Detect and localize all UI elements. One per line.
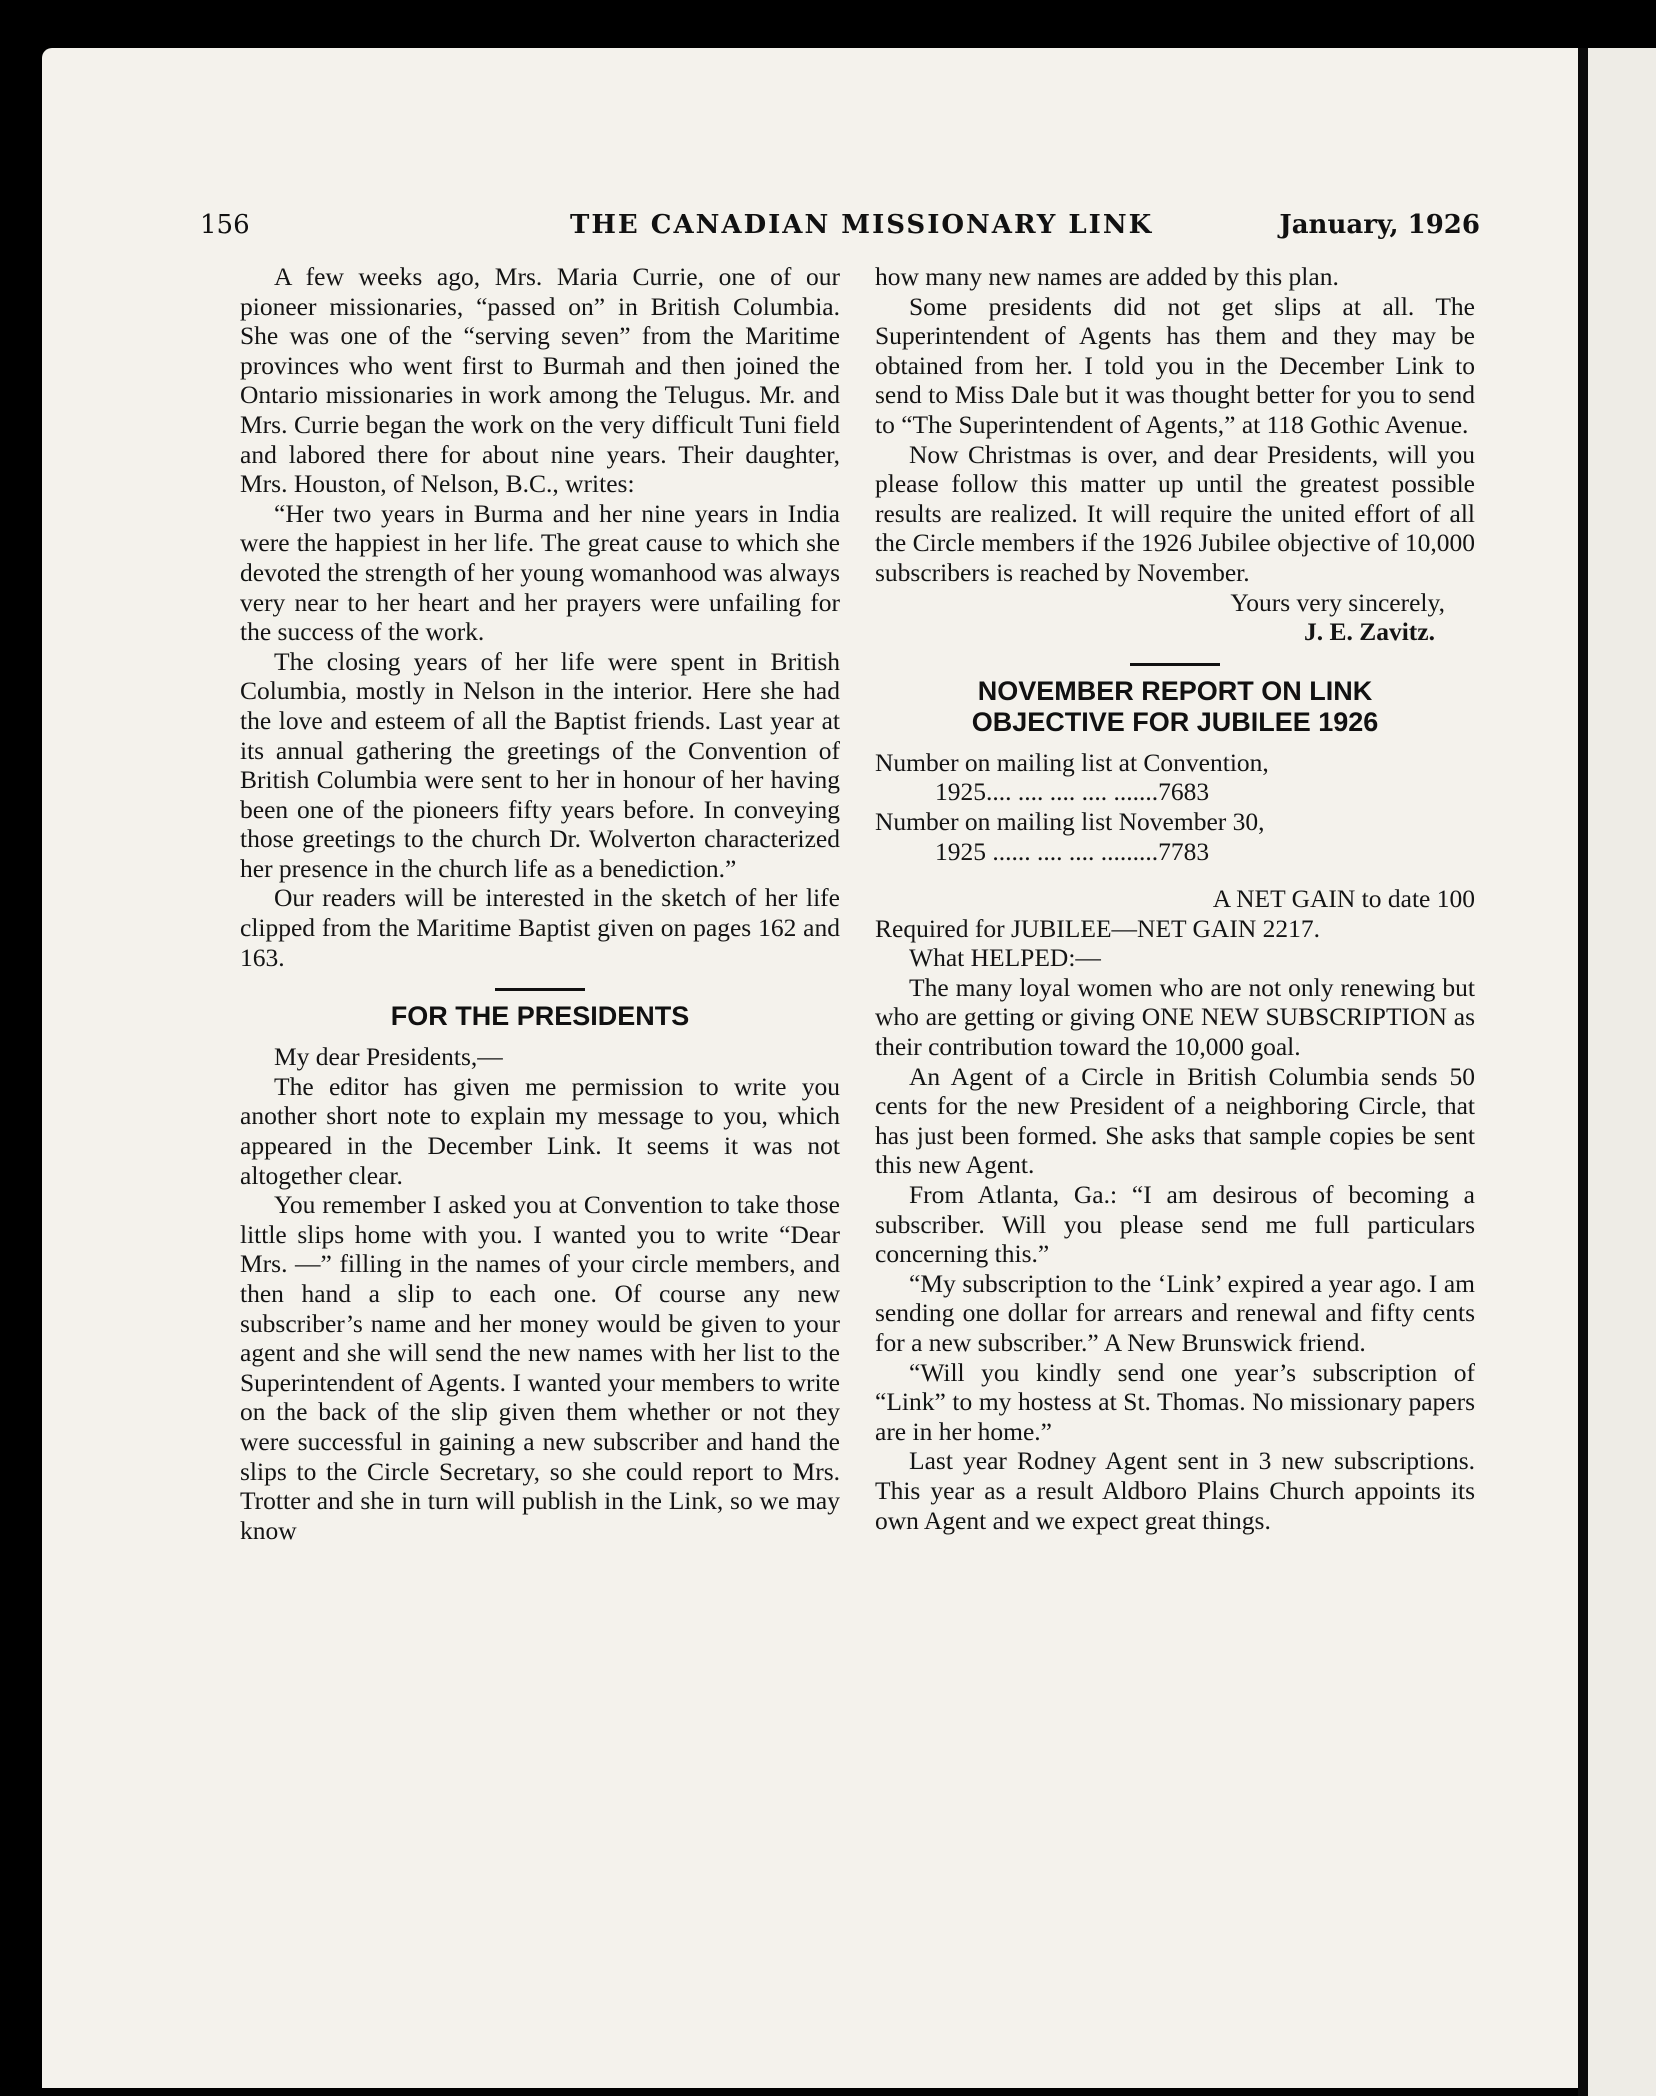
section-divider [1130,663,1220,666]
required-gain: Required for JUBILEE—NET GAIN 2217. [875,913,1320,943]
paragraph: You remember I asked you at Convention to take those little slips home with you. I wanted you to write “Dear Mrs. —” filling in the names of your circle members, and then hand a slip to each one. Of course any new subscriber’s name and her money would be given to your agent and she will send the new names with her list to the Superintendent of Agents. I wanted your members to write on the back of the slip given them whether or not they were successful in gaining a new subscriber and hand the slips to the Circle Secretary, so she could report to Mrs. Trotter and she in turn will publish in the Link, so we may know [240,1190,840,1545]
what-helped: What HELPED:— [909,943,1101,973]
paragraph: “My subscription to the ‘Link’ expired a year ago. I am sending one dollar for arrears and renewal and fifty cents for a new subscriber.” A New Brunswick friend. [875,1268,1475,1357]
stat-value: 1925 ...... .... .... .........7783 [935,836,1210,866]
paragraph: “Will you kindly send one year’s subscription of “Link” to my hostess at St. Thomas. No missionary papers are in her home.” [875,1357,1475,1446]
stat-label: Number on mailing list November 30, [875,806,1265,836]
report-heading-line1: NOVEMBER REPORT ON LINK [977,675,1373,706]
paragraph: Our readers will be interested in the sketch of her life clipped from the Maritime Baptist given on pages 162 and 163. [240,883,840,972]
paragraph: how many new names are added by this plan. [875,262,1339,291]
issue-date: January, 1926 [1279,210,1480,240]
section-divider [495,988,585,991]
stat-label: Number on mailing list at Convention, [875,747,1269,777]
running-header [200,210,1480,250]
left-column [240,262,840,1545]
stat-value: 1925.... .... .... .... .......7683 [935,777,1210,807]
paragraph: “Her two years in Burma and her nine years in India were the happiest in her life. The great cause to which she devoted the strength of her young womanhood was always very near to her heart and her prayers were unfailing for the success of the work. [240,498,840,647]
paragraph: Last year Rodney Agent sent in 3 new subscriptions. This year as a result Aldboro Plains Church appoints its own Agent and we expect great things. [875,1446,1475,1535]
salutation: My dear Presidents,— [274,1042,503,1072]
paragraph: Now Christmas is over, and dear Presidents, will you please follow this matter up until the greatest possible results are realized. It will require the united effort of all the Circle members if the 1926 Jubilee objective of 10,000 subscribers is reached by November. [875,439,1475,587]
paragraph: The editor has given me permission to write you another short note to explain my message to you, which appeared in the December Link. It seems it was not altogether clear. [240,1071,840,1190]
paragraph: From Atlanta, Ga.: “I am desirous of becoming a subscriber. Will you please send me full particulars concerning this.” [875,1180,1475,1269]
paragraph: An Agent of a Circle in British Columbia sends 50 cents for the new President of a neighboring Circle, that has just been formed. She asks that sample copies be sent this new Agent. [875,1061,1475,1180]
report-heading [875,676,1475,738]
net-gain: A NET GAIN to date 100 [1212,884,1475,914]
paragraph: The closing years of her life were spent in British Columbia, mostly in Nelson in the interior. Here she had the love and esteem of all the Baptist friends. Last year at its annual gathering the greetings of the Convention of British Columbia were sent to her in honour of her having been one of the pioneers fifty years before. In conveying those greetings to the church Dr. Wolverton characterized her presence in the church life as a benediction.” [240,646,840,883]
paragraph: The many loyal women who are not only renewing but who are getting or giving ONE NEW SUBSCRIPTION as their contribution toward the 10,000 goal. [875,972,1475,1062]
next-page-edge [1588,48,1656,2096]
closing: Yours very sincerely, [1230,587,1445,617]
right-column [875,262,1475,1535]
paragraph: Some presidents did not get slips at all. The Superintendent of Agents has them and they may be obtained from her. I told you in the December Link to send to Miss Dale but it was thought better for you to send to “The Superintendent of Agents,” at 118 Gothic Avenue. [875,291,1475,439]
signature: J. E. Zavitz. [1303,617,1435,647]
page-number: 156 [200,210,250,240]
publication-title: THE CANADIAN MISSIONARY LINK [570,210,1154,240]
report-heading-line2: OBJECTIVE FOR JUBILEE 1926 [971,706,1379,737]
paragraph: A few weeks ago, Mrs. Maria Currie, one of our pioneer missionaries, “passed on” in British Columbia. She was one of the “serving seven” from the Maritime provinces who went first to Burmah and then joined the Ontario missionaries in work among the Telugus. Mr. and Mrs. Currie began the work on the very difficult Tuni field and labored there for about nine years. Their daughter, Mrs. Houston, of Nelson, B.C., writes: [240,262,840,499]
section-heading: FOR THE PRESIDENTS [390,1001,690,1032]
